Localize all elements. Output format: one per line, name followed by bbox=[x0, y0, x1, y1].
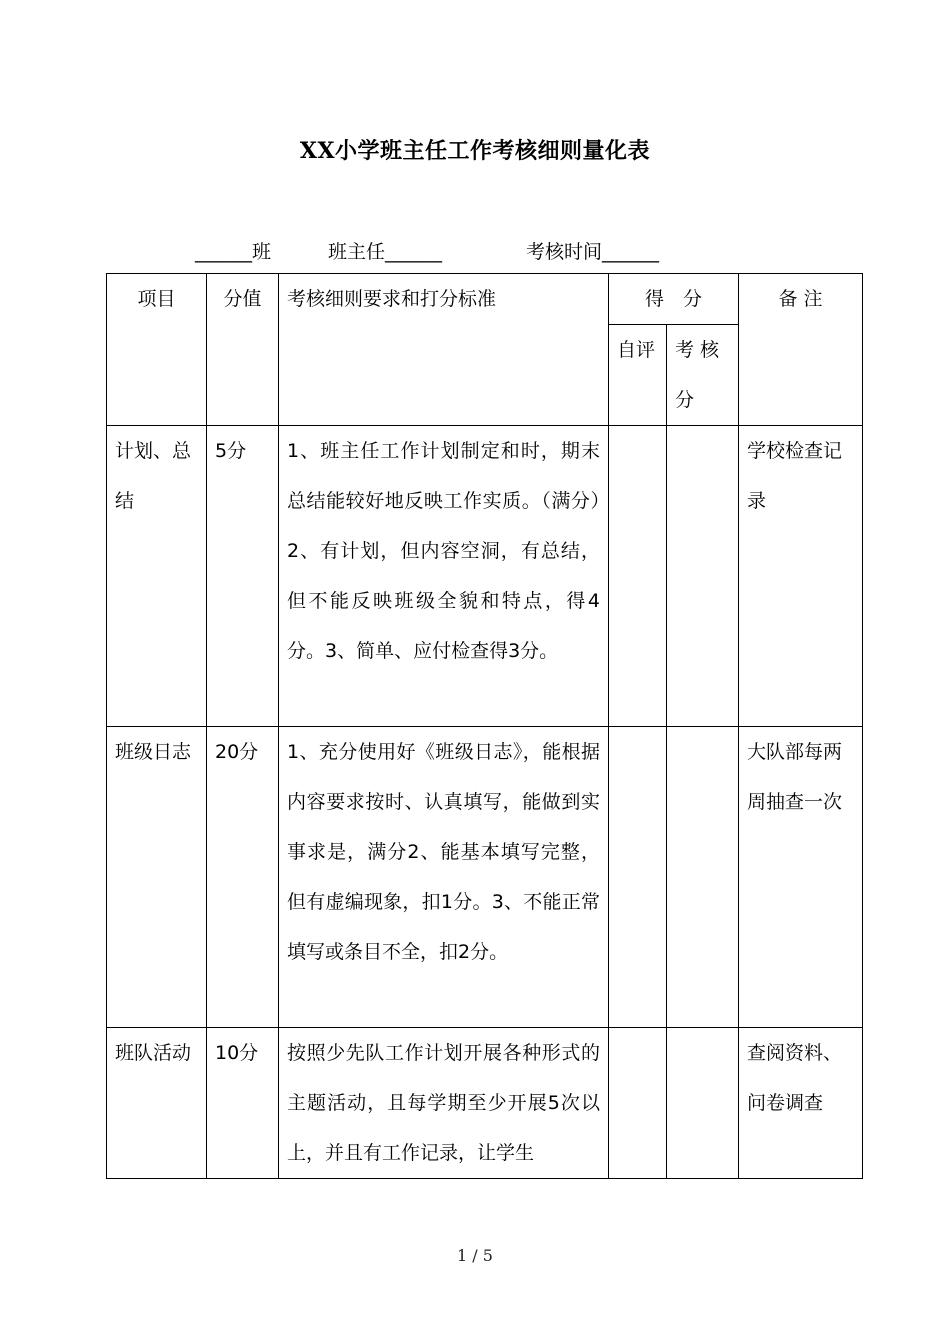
row-remarks: 学校检查记录 bbox=[739, 426, 863, 727]
row-criteria: 按照少先队工作计划开展各种形式的主题活动，且每学期至少开展5次以上，并且有工作记录，让学生 bbox=[279, 1028, 609, 1179]
table-row bbox=[107, 1028, 863, 1179]
row-assess-score[interactable] bbox=[667, 426, 739, 727]
class-field-label: ______班 bbox=[195, 241, 272, 263]
table-row bbox=[107, 727, 863, 1028]
row-criteria: 1、班主任工作计划制定和时，期末总结能较好地反映工作实质。（满分）2、有计划，但内容空洞，有总结，但不能反映班级全貌和特点，得4分。3、简单、应付检查得3分。 bbox=[279, 426, 609, 727]
header-item: 项目 bbox=[107, 274, 207, 426]
header-remarks: 备 注 bbox=[739, 274, 863, 426]
header-score: 得 分 bbox=[609, 274, 739, 325]
row-criteria: 1、充分使用好《班级日志》，能根据内容要求按时、认真填写，能做到实事求是，满分2、能基本填写完整，但有虚编现象，扣1分。3、不能正常填写或条目不全，扣2分。 bbox=[279, 727, 609, 1028]
table-row bbox=[107, 426, 863, 727]
row-self-eval[interactable] bbox=[609, 426, 667, 727]
assessment-table bbox=[106, 273, 863, 1179]
table-header-row bbox=[107, 274, 863, 325]
teacher-field-label: 班主任______ bbox=[328, 241, 443, 263]
row-remarks: 查阅资料、问卷调查 bbox=[739, 1028, 863, 1179]
row-item: 计划、总结 bbox=[107, 426, 207, 727]
row-item: 班级日志 bbox=[107, 727, 207, 1028]
row-item: 班队活动 bbox=[107, 1028, 207, 1179]
document-title: XX小学班主任工作考核细则量化表 bbox=[299, 138, 651, 164]
row-remarks: 大队部每两周抽查一次 bbox=[739, 727, 863, 1028]
assessment-time-field-label: 考核时间______ bbox=[526, 241, 660, 263]
row-value: 20分 bbox=[207, 727, 279, 1028]
row-assess-score[interactable] bbox=[667, 1028, 739, 1179]
row-assess-score[interactable] bbox=[667, 727, 739, 1028]
page-number: 1 / 5 bbox=[457, 1246, 493, 1265]
header-assess-score: 考 核 分 bbox=[667, 325, 739, 426]
row-self-eval[interactable] bbox=[609, 1028, 667, 1179]
header-criteria: 考核细则要求和打分标准 bbox=[279, 274, 609, 426]
header-value: 分值 bbox=[207, 274, 279, 426]
row-value: 10分 bbox=[207, 1028, 279, 1179]
header-self-eval: 自评 bbox=[609, 325, 667, 426]
row-self-eval[interactable] bbox=[609, 727, 667, 1028]
row-value: 5分 bbox=[207, 426, 279, 727]
